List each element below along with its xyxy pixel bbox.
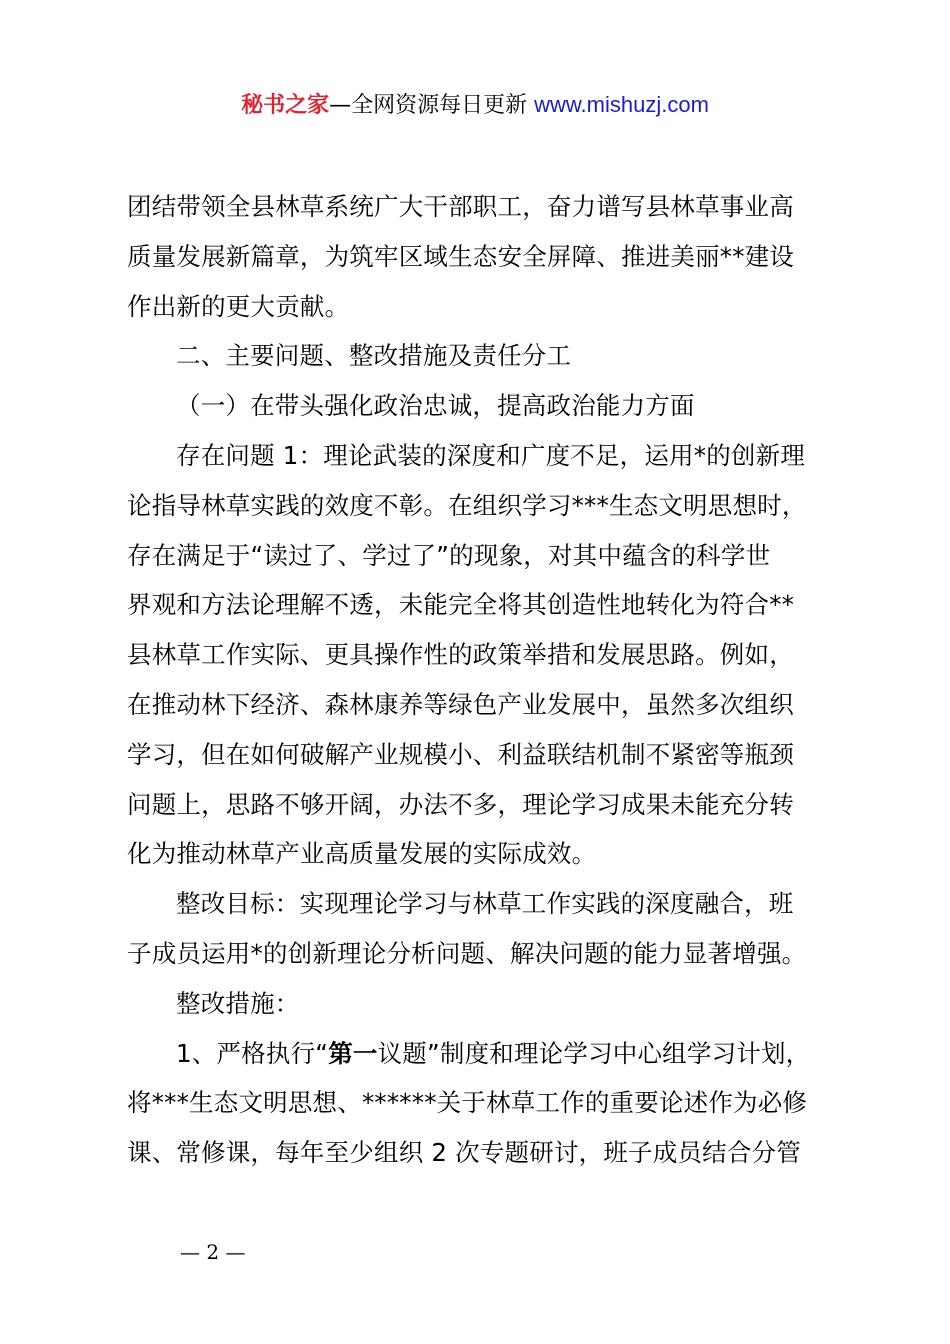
paragraph-line: 存在满足于“读过了、学过了”的现象，对其中蕴含的科学世	[127, 540, 771, 570]
site-header	[0, 88, 950, 123]
document-body	[127, 182, 862, 1178]
paragraph-line: 存在问题 1：理论武装的深度和广度不足，运用*的创新理	[176, 440, 806, 470]
paragraph-line: 将***生态文明思想、******关于林草工作的重要论述作为必修	[127, 1088, 808, 1118]
paragraph-line: 整改措施：	[176, 988, 300, 1018]
paragraph-line: 问题上，思路不够开阔，办法不多，理论学习成果未能充分转	[127, 789, 794, 819]
site-url-link[interactable]: www.mishuzj.com	[534, 92, 709, 117]
header-tagline: —全网资源每日更新	[329, 93, 528, 118]
brand-name: 秘书之家	[241, 93, 330, 118]
paragraph-line: 整改目标：实现理论学习与林草工作实践的深度融合，班	[176, 889, 794, 919]
measure-prefix: 1、严格执行“	[176, 1038, 329, 1068]
page-number: — 2 —	[180, 1240, 246, 1264]
paragraph-line: 质量发展新篇章，为筑牢区域生态安全屏障、推进美丽**建设	[127, 241, 795, 271]
paragraph-line: 团结带领全县林草系统广大干部职工，奋力谱写县林草事业高	[127, 192, 794, 221]
measure-suffix: 议题”制度和理论学习中心组学习计划，	[377, 1038, 811, 1068]
section-heading: 二、主要问题、整改措施及责任分工	[176, 341, 572, 371]
paragraph-line: 学习，但在如何破解产业规模小、利益联结机制不紧密等瓶颈	[127, 739, 794, 769]
paragraph-line: 作出新的更大贡献。	[127, 291, 350, 321]
paragraph-line: 论指导林草实践的效度不彰。在组织学习***生态文明思想时，	[127, 490, 807, 520]
paragraph-line: 界观和方法论理解不透，未能完全将其创造性地转化为符合**	[127, 590, 795, 620]
measure-line	[127, 1029, 862, 1079]
paragraph-line: 县林草工作实际、更具操作性的政策举措和发展思路。例如，	[127, 640, 794, 670]
paragraph-line: 在推动林下经济、森林康养等绿色产业发展中，虽然多次组织	[127, 689, 794, 719]
measure-bold-text: 第一	[328, 1038, 378, 1068]
paragraph-line: 化为推动林草产业高质量发展的实际成效。	[127, 839, 597, 869]
paragraph-line: 子成员运用*的创新理论分析问题、解决问题的能力显著增强。	[127, 938, 807, 968]
paragraph-line: 课、常修课，每年至少组织 2 次专题研讨，班子成员结合分管	[127, 1138, 801, 1168]
subsection-heading: （一）在带头强化政治忠诚，提高政治能力方面	[176, 391, 695, 421]
